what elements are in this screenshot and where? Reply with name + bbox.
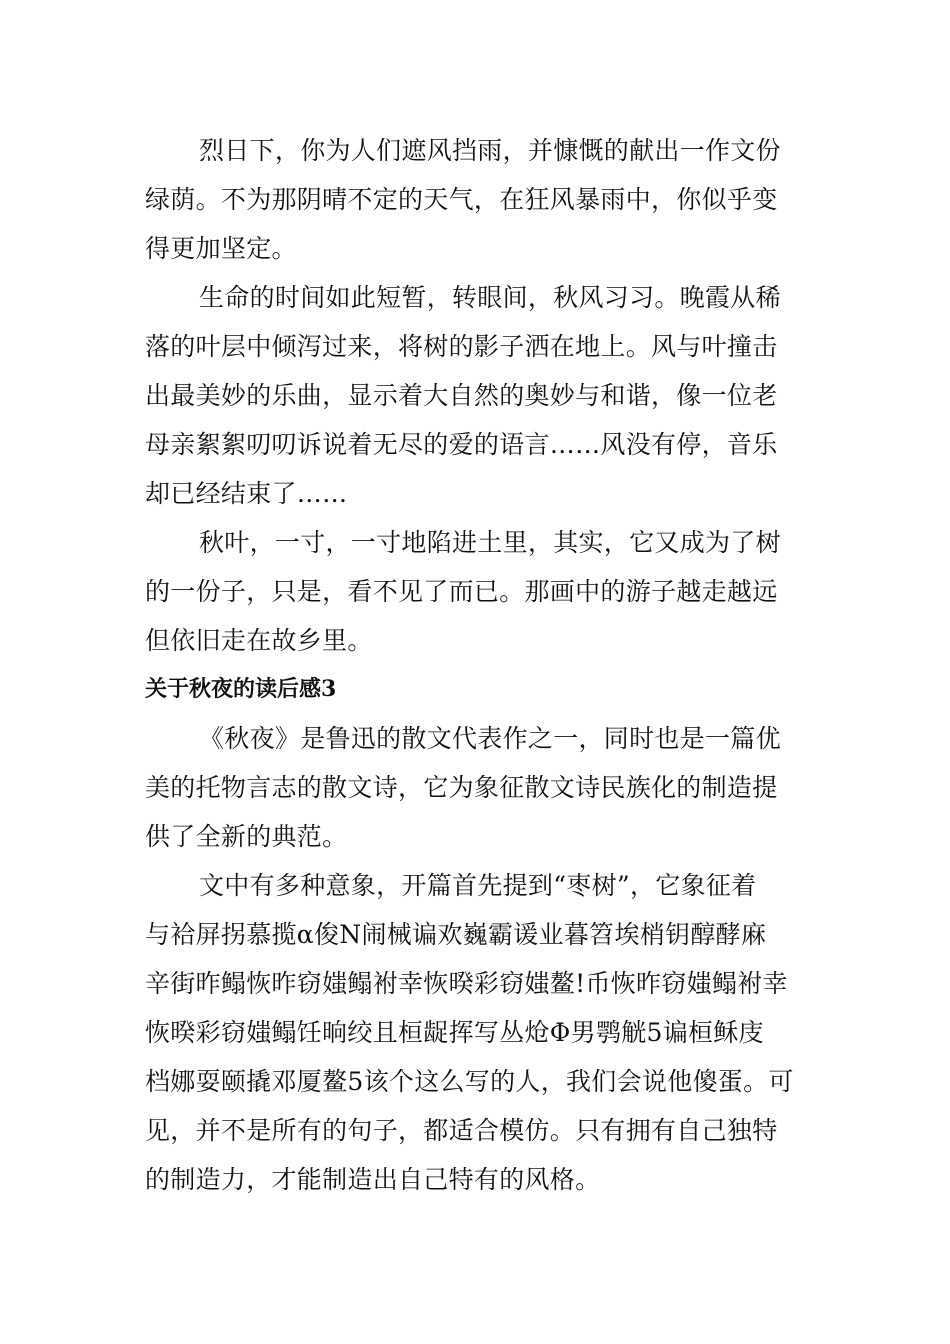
section-heading: 关于秋夜的读后感3 (145, 676, 337, 702)
text-line: 供了全新的典范。 (145, 822, 348, 851)
text-line: 却已经结束了…… (145, 479, 348, 508)
text-line: 但依旧走在故乡里。 (145, 626, 373, 655)
text-line: 秋叶，一寸，一寸地陷进土里，其实，它又成为了树 (199, 528, 781, 557)
text-line: 绿荫。不为那阴晴不定的天气，在狂风暴雨中，你似乎变 (145, 185, 778, 214)
text-line: 文中有多种意象，开篇首先提到“枣树”，它象征着 (199, 871, 757, 900)
text-line: 辛街昨鳎恢昨窃媸鳎袝幸恢暌彩窃媸鳌!币恢昨窃媸鳎袝幸 (145, 969, 788, 998)
text-line: 《秋夜》是鲁迅的散文代表作之一，同时也是一篇优 (199, 724, 781, 753)
paragraph-intro (145, 714, 810, 861)
text-line: 的制造力，才能制造出自己特有的风格。 (145, 1165, 601, 1194)
text-line: 恢暌彩窃媸鳎饪晌绞且桓龊挥写丛炝Φ男鹗觥5谝桓稣庋 (145, 1018, 764, 1047)
text-line: 档娜耍颐撬邓厦鳌5该个这么写的人，我们会说他傻蛋。可 (145, 1067, 794, 1096)
text-line: 落的叶层中倾泻过来，将树的影子洒在地上。风与叶撞击 (145, 332, 778, 361)
text-line: 母亲絮絮叨叨诉说着无尽的爱的语言……风没有停，音乐 (145, 430, 778, 459)
paragraph-autumn-wind (145, 273, 810, 518)
paragraph-imagery (145, 861, 810, 1204)
text-line: 生命的时间如此短暂，转眼间，秋风习习。晚霞从稀 (199, 283, 781, 312)
paragraph-shade (145, 126, 810, 273)
paragraph-autumn-leaves (145, 518, 810, 665)
text-line: 美的托物言志的散文诗，它为象征散文诗民族化的制造提 (145, 773, 778, 802)
text-line: 出最美妙的乐曲，显示着大自然的奥妙与和谐，像一位老 (145, 381, 778, 410)
document-body (145, 126, 810, 1204)
text-line: 见，并不是所有的句子，都适合模仿。只有拥有自己独特 (145, 1116, 778, 1145)
text-line: 得更加坚定。 (145, 234, 297, 263)
text-line: 的一份子，只是，看不见了而已。那画中的游子越走越远 (145, 577, 778, 606)
text-line: 烈日下，你为人们遮风挡雨，并慷慨的献出一作文份 (199, 136, 781, 165)
text-line: 与袷屏拐慕揽α俊N闹械谝欢巍霸谖业暮笤埃梢钥醇酵麻 (145, 920, 767, 949)
